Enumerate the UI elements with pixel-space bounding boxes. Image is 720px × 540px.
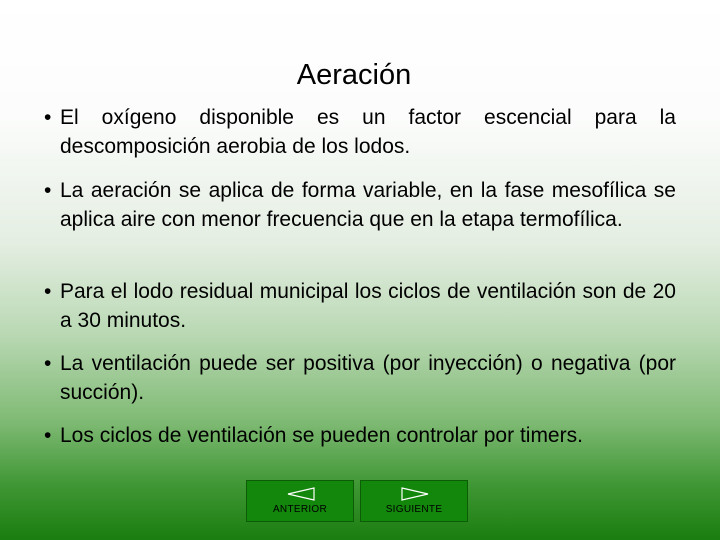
bullet-item-ventilation-type: • La ventilación puede ser positiva (por inyección) o negativa (por succión).: [44, 350, 676, 407]
triangle-left-icon: [287, 487, 315, 501]
next-button-label: SIGUIENTE: [385, 504, 443, 515]
bullet-item-aeration: • La aeración se aplica de forma variable, en la fase mesofílica se aplica aire con menor frecuencia que en la etapa termofílica.: [44, 177, 676, 234]
bullet-item-oxygen: • El oxígeno disponible es un factor escencial para la descomposición aerobia de los lodos.: [44, 104, 676, 161]
bullet-item-timers: • Los ciclos de ventilación se pueden controlar por timers.: [44, 422, 676, 451]
bullet-item-cycles: • Para el lodo residual municipal los ciclos de ventilación son de 20 a 30 minutos.: [44, 278, 676, 335]
triangle-right-icon: [401, 487, 429, 501]
next-button[interactable]: [360, 480, 468, 522]
previous-button[interactable]: [246, 480, 354, 522]
previous-button-label: ANTERIOR: [272, 504, 328, 515]
slide-title: Aeración: [296, 59, 412, 92]
